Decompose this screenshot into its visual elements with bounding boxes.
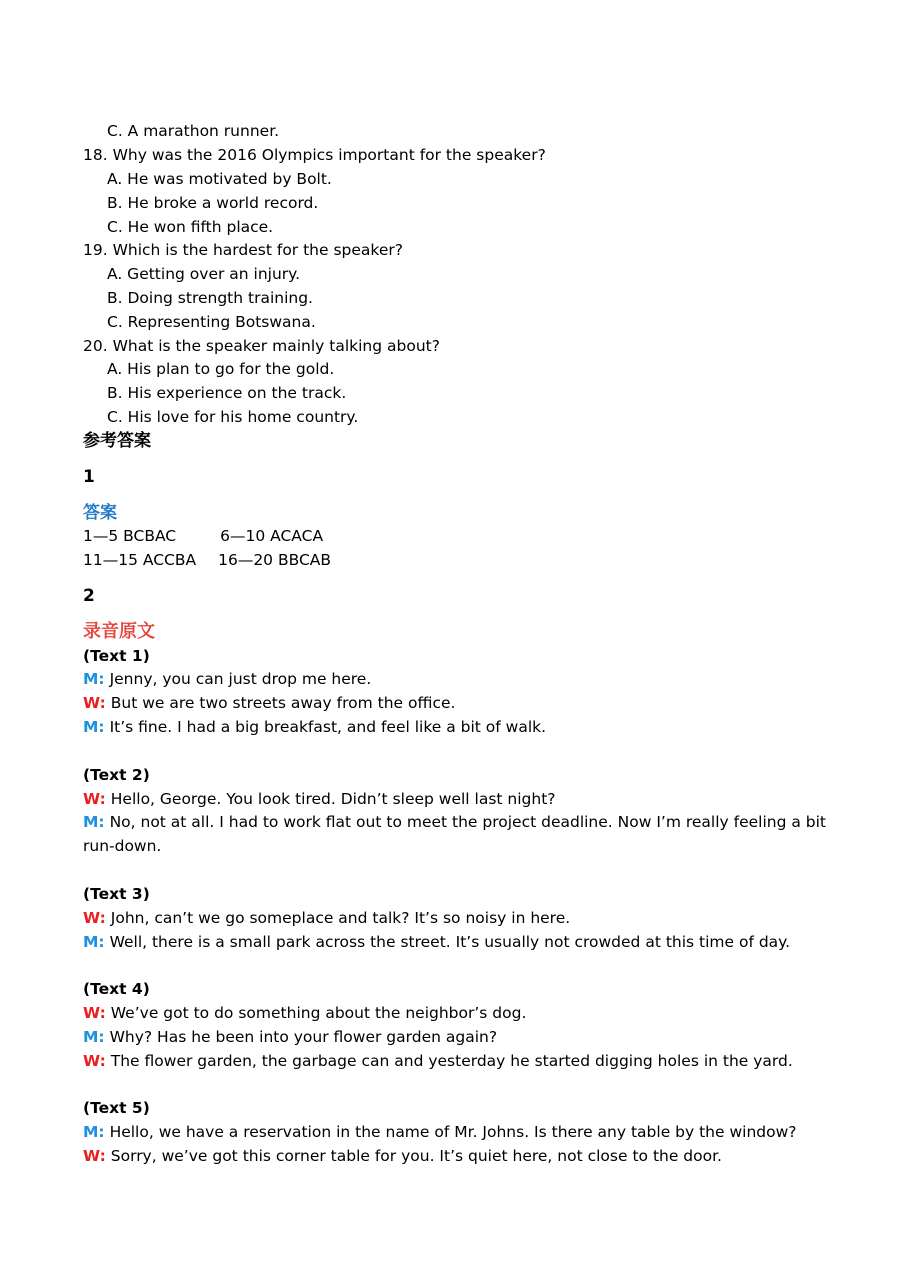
- text-5-label: (Text 5): [83, 1099, 150, 1117]
- q20-option-c: C. His love for his home country.: [107, 408, 359, 426]
- speaker-w: W:: [83, 909, 106, 927]
- speaker-m: M:: [83, 813, 105, 831]
- answer-row-1: [83, 526, 323, 546]
- text-1-line-2: [83, 693, 455, 713]
- reference-answers-title: 参考答案: [83, 431, 151, 451]
- dialogue-text: We’ve got to do something about the neighbor’s dog.: [110, 1004, 527, 1022]
- q19-option-c: C. Representing Botswana.: [107, 313, 316, 331]
- dialogue-text: Jenny, you can just drop me here.: [109, 670, 372, 688]
- answer-range-6-10: 6—10 ACACA: [220, 527, 324, 545]
- dialogue-text: Sorry, we’ve got this corner table for you. It’s quiet here, not close to the door.: [110, 1147, 722, 1165]
- dialogue-text: No, not at all. I had to work flat out to meet the project deadline. Now I’m really feeling a bit run-down.: [83, 813, 827, 855]
- speaker-m: M:: [83, 1123, 105, 1141]
- answer-range-11-15: 11—15 ACCBA: [83, 551, 197, 569]
- dialogue-text: It’s fine. I had a big breakfast, and feel like a bit of walk.: [109, 718, 547, 736]
- text-1-label: (Text 1): [83, 647, 150, 665]
- text-3-line-2: [83, 932, 790, 952]
- speaker-w: W:: [83, 694, 106, 712]
- q20-option-a: A. His plan to go for the gold.: [107, 360, 335, 378]
- dialogue-text: Why? Has he been into your flower garden again?: [109, 1028, 498, 1046]
- dialogue-text: But we are two streets away from the office.: [110, 694, 456, 712]
- text-4-line-1: [83, 1003, 526, 1023]
- q18-question: 18. Why was the 2016 Olympics important for the speaker?: [83, 146, 546, 164]
- q18-option-b: B. He broke a world record.: [107, 194, 319, 212]
- q19-option-b: B. Doing strength training.: [107, 289, 313, 307]
- text-2-line-2: [83, 810, 828, 858]
- transcript-heading: 录音原文: [83, 621, 155, 642]
- text-2-line-1: [83, 789, 556, 809]
- dialogue-text: Well, there is a small park across the street. It’s usually not crowded at this time of day.: [109, 933, 791, 951]
- answer-heading: 答案: [83, 503, 117, 523]
- speaker-m: M:: [83, 933, 105, 951]
- dialogue-text: The flower garden, the garbage can and yesterday he started digging holes in the yard.: [110, 1052, 793, 1070]
- text-1-line-3: [83, 717, 546, 737]
- section-2-number: 2: [83, 586, 95, 606]
- q19-option-a: A. Getting over an injury.: [107, 265, 301, 283]
- q17-option-c: C. A marathon runner.: [107, 122, 280, 140]
- text-4-line-3: [83, 1051, 793, 1071]
- section-1-number: 1: [83, 467, 95, 487]
- q20-question: 20. What is the speaker mainly talking about?: [83, 337, 440, 355]
- speaker-m: M:: [83, 718, 105, 736]
- speaker-w: W:: [83, 1004, 106, 1022]
- dialogue-text: Hello, George. You look tired. Didn’t sleep well last night?: [110, 790, 556, 808]
- text-1-line-1: [83, 669, 371, 689]
- speaker-m: M:: [83, 1028, 105, 1046]
- q20-option-b: B. His experience on the track.: [107, 384, 347, 402]
- answer-range-16-20: 16—20 BBCAB: [218, 551, 332, 569]
- answer-range-1-5: 1—5 BCBAC: [83, 527, 177, 545]
- text-5-line-1: [83, 1122, 797, 1142]
- text-5-line-2: [83, 1146, 722, 1166]
- text-4-label: (Text 4): [83, 980, 150, 998]
- text-3-line-1: [83, 908, 570, 928]
- dialogue-text: John, can’t we go someplace and talk? It’s so noisy in here.: [110, 909, 571, 927]
- speaker-w: W:: [83, 1052, 106, 1070]
- answer-row-2: [83, 550, 331, 570]
- speaker-m: M:: [83, 670, 105, 688]
- dialogue-text: Hello, we have a reservation in the name of Mr. Johns. Is there any table by the window?: [109, 1123, 797, 1141]
- q18-option-a: A. He was motivated by Bolt.: [107, 170, 332, 188]
- text-3-label: (Text 3): [83, 885, 150, 903]
- q18-option-c: C. He won fifth place.: [107, 218, 274, 236]
- speaker-w: W:: [83, 790, 106, 808]
- speaker-w: W:: [83, 1147, 106, 1165]
- text-4-line-2: [83, 1027, 497, 1047]
- text-2-label: (Text 2): [83, 766, 150, 784]
- q19-question: 19. Which is the hardest for the speaker?: [83, 241, 403, 259]
